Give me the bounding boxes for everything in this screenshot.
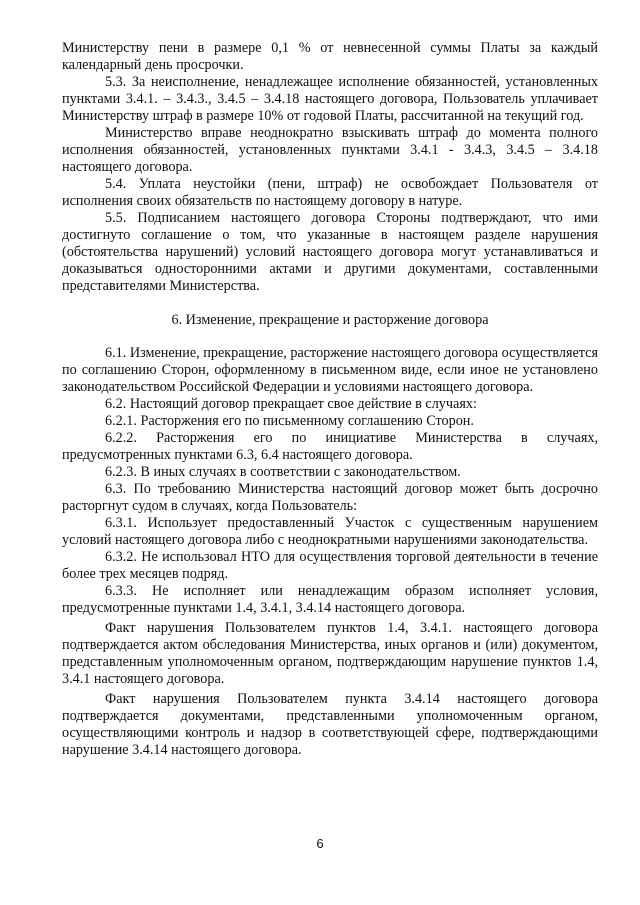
paragraph-5-3: 5.3. За неисполнение, ненадлежащее исполнение обязанностей, установленных пунктами 3.4.1. – 3.4.3., 3.4.5 – 3.4.18 настоящего договора, Пользователь уплачивает Министерству штраф в размере 10% от годовой Платы, рассчитанной на текущий год. xyxy=(62,74,598,124)
section-heading: 6. Изменение, прекращение и расторжение договора xyxy=(171,312,489,328)
paragraph-6-3-3: 6.3.3. Не исполняет или ненадлежащим образом исполняет условия, предусмотренные пунктами 1.4, 3.4.1, 3.4.14 настоящего договора. xyxy=(62,583,598,616)
paragraph-violation-fact-1: Факт нарушения Пользователем пунктов 1.4, 3.4.1. настоящего договора подтверждается актом обследования Министерства, иных органов и (или) документом, представленным уполномоченным органом, подтверждающим нарушение пунктов 1.4, 3.4.1 настоящего договора. xyxy=(62,620,598,687)
paragraph-6-2-2: 6.2.2. Расторжения его по инициативе Министерства в случаях, предусмотренных пунктами 6.3, 6.4 настоящего договора. xyxy=(62,430,598,463)
paragraph-6-1: 6.1. Изменение, прекращение, расторжение настоящего договора осуществляется по соглашению Сторон, оформленному в письменном виде, если иное не установлено законодательством Российской Федерации и условиями настоящего договора. xyxy=(62,345,598,395)
paragraph-6-2: 6.2. Настоящий договор прекращает свое действие в случаях: xyxy=(105,396,477,412)
paragraph-6-3-2: 6.3.2. Не использовал НТО для осуществления торговой деятельности в течение более трех месяцев подряд. xyxy=(62,549,598,582)
paragraph-violation-fact-2: Факт нарушения Пользователем пункта 3.4.14 настоящего договора подтверждается документами, представленными уполномоченным органом, осуществляющими контроль и надзор в соответствующей сфере, подтверждающими нарушение 3.4.14 настоящего договора. xyxy=(62,691,598,758)
page-number: 6 xyxy=(316,836,324,851)
paragraph-5-4: 5.4. Уплата неустойки (пени, штраф) не освобождает Пользователя от исполнения своих обязательств по настоящему договору в натуре. xyxy=(62,176,598,209)
paragraph-6-2-3: 6.2.3. В иных случаях в соответствии с законодательством. xyxy=(105,464,461,480)
paragraph-6-3-1: 6.3.1. Использует предоставленный Участок с существенным нарушением условий настоящего договора либо с неоднократными нарушениями законодательства. xyxy=(62,515,598,548)
document-page xyxy=(62,40,598,759)
paragraph-repeated-fine: Министерство вправе неоднократно взыскивать штраф до момента полного исполнения обязанностей, установленных пунктами 3.4.1 - 3.4.3, 3.4.5 – 3.4.18 настоящего договора. xyxy=(62,125,598,175)
paragraph-6-2-1: 6.2.1. Расторжения его по письменному соглашению Сторон. xyxy=(105,413,474,429)
paragraph-5-5: 5.5. Подписанием настоящего договора Стороны подтверждают, что ими достигнуто соглашение о том, что указанные в настоящем разделе нарушения (обстоятельства нарушений) условий настоящего договора могут устанавливаться и доказываться односторонними актами и другими документами, составленными представителями Министерства. xyxy=(62,210,598,294)
paragraph-6-3: 6.3. По требованию Министерства настоящий договор может быть досрочно расторгнут судом в случаях, когда Пользователь: xyxy=(62,481,598,514)
paragraph-penalty-continuation: Министерству пени в размере 0,1 % от невнесенной суммы Платы за каждый календарный день просрочки. xyxy=(62,40,598,73)
